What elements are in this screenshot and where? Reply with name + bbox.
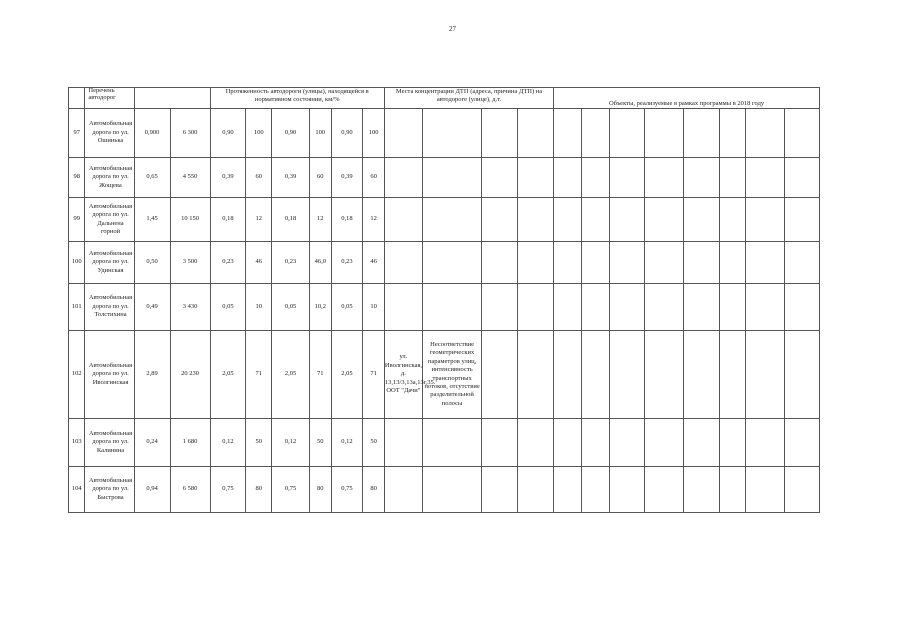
cell-addr (384, 467, 422, 513)
cell-empty (684, 109, 720, 158)
cell-empty (684, 467, 720, 513)
table-row (69, 158, 820, 198)
cell-p1: 46 (246, 242, 272, 284)
cell-empty (645, 419, 684, 467)
table-body (69, 109, 820, 513)
cell-v3: 0,39 (331, 158, 363, 198)
page-number: 27 (449, 25, 456, 33)
cell-empty (720, 284, 746, 331)
cell-len: 2,89 (134, 331, 170, 419)
cell-p2: 100 (310, 109, 332, 158)
cell-cause (422, 109, 481, 158)
cell-area: 6 300 (170, 109, 210, 158)
cell-v1: 0,23 (210, 242, 246, 284)
cell-n: 103 (69, 419, 85, 467)
cell-v2: 0,05 (272, 284, 310, 331)
cell-empty (482, 242, 518, 284)
cell-empty (581, 109, 609, 158)
cell-empty (482, 467, 518, 513)
cell-p2: 60 (310, 158, 332, 198)
cell-p1: 71 (246, 331, 272, 419)
cell-empty (554, 331, 582, 419)
cell-empty (554, 198, 582, 242)
cell-v1: 0,05 (210, 284, 246, 331)
cell-addr: ул. Иволгинская, д. 13,13/3,13а,13г,35. ООТ "Дачи" (384, 331, 422, 419)
cell-empty (518, 419, 554, 467)
cell-cause (422, 242, 481, 284)
cell-empty (554, 242, 582, 284)
cell-v3: 0,23 (331, 242, 363, 284)
cell-p3: 10 (363, 284, 385, 331)
cell-name: Автомобильная дорога по ул. Удинская (85, 242, 134, 284)
cell-area: 20 230 (170, 331, 210, 419)
cell-empty (720, 419, 746, 467)
cell-empty (784, 331, 819, 419)
cell-v2: 2,05 (272, 331, 310, 419)
cell-empty (745, 331, 784, 419)
cell-empty (684, 198, 720, 242)
cell-empty (518, 198, 554, 242)
cell-p1: 100 (246, 109, 272, 158)
cell-v2: 0,39 (272, 158, 310, 198)
cell-cause (422, 419, 481, 467)
cell-addr (384, 198, 422, 242)
cell-empty (784, 284, 819, 331)
cell-len: 0,50 (134, 242, 170, 284)
cell-empty (745, 109, 784, 158)
cell-empty (554, 284, 582, 331)
cell-addr (384, 419, 422, 467)
cell-p2: 50 (310, 419, 332, 467)
cell-n: 98 (69, 158, 85, 198)
cell-empty (645, 198, 684, 242)
cell-empty (581, 419, 609, 467)
cell-empty (645, 467, 684, 513)
cell-empty (554, 419, 582, 467)
cell-len: 0,49 (134, 284, 170, 331)
cell-empty (581, 331, 609, 419)
cell-empty (720, 467, 746, 513)
cell-empty (518, 467, 554, 513)
cell-p3: 60 (363, 158, 385, 198)
cell-area: 4 550 (170, 158, 210, 198)
cell-empty (720, 242, 746, 284)
cell-empty (482, 109, 518, 158)
cell-v3: 0,75 (331, 467, 363, 513)
cell-cause (422, 467, 481, 513)
cell-n: 97 (69, 109, 85, 158)
cell-v2: 0,90 (272, 109, 310, 158)
cell-empty (645, 242, 684, 284)
cell-v1: 0,12 (210, 419, 246, 467)
cell-empty (482, 331, 518, 419)
cell-name: Автомобильная дорога по ул. Жощева (85, 158, 134, 198)
cell-v2: 0,18 (272, 198, 310, 242)
cell-v2: 0,12 (272, 419, 310, 467)
cell-empty (784, 198, 819, 242)
cell-empty (482, 158, 518, 198)
cell-p3: 46 (363, 242, 385, 284)
cell-area: 3 430 (170, 284, 210, 331)
cell-v2: 0,23 (272, 242, 310, 284)
cell-empty (720, 109, 746, 158)
table-row (69, 331, 820, 419)
cell-p1: 80 (246, 467, 272, 513)
cell-empty (609, 284, 645, 331)
cell-len: 0,900 (134, 109, 170, 158)
cell-p1: 60 (246, 158, 272, 198)
cell-p3: 71 (363, 331, 385, 419)
cell-cause (422, 284, 481, 331)
cell-v1: 0,18 (210, 198, 246, 242)
cell-cause (422, 198, 481, 242)
cell-empty (784, 242, 819, 284)
cell-empty (518, 109, 554, 158)
cell-cause: Несоответствие геометрических параметров улиц, интенсивность транспортных потоков, отсутствие разделительной полосы (422, 331, 481, 419)
header-empty-cell (134, 88, 210, 109)
cell-p1: 12 (246, 198, 272, 242)
cell-v3: 0,90 (331, 109, 363, 158)
cell-empty (554, 467, 582, 513)
cell-area: 6 580 (170, 467, 210, 513)
cell-empty (645, 331, 684, 419)
cell-empty (745, 467, 784, 513)
cell-p3: 80 (363, 467, 385, 513)
cell-len: 0,65 (134, 158, 170, 198)
cell-empty (518, 284, 554, 331)
cell-empty (609, 109, 645, 158)
cell-addr (384, 242, 422, 284)
cell-p2: 46,0 (310, 242, 332, 284)
table-row (69, 109, 820, 158)
cell-v2: 0,75 (272, 467, 310, 513)
cell-empty (581, 467, 609, 513)
cell-addr (384, 158, 422, 198)
cell-empty (581, 242, 609, 284)
cell-empty (482, 284, 518, 331)
cell-v1: 2,05 (210, 331, 246, 419)
cell-empty (684, 158, 720, 198)
cell-empty (784, 467, 819, 513)
cell-p1: 10 (246, 284, 272, 331)
cell-empty (745, 242, 784, 284)
cell-name: Автомобильная дорога по ул. Калинина (85, 419, 134, 467)
cell-n: 99 (69, 198, 85, 242)
cell-empty (609, 198, 645, 242)
cell-empty (645, 158, 684, 198)
table-row (69, 467, 820, 513)
cell-name: Автомобильная дорога по ул. Ошинька (85, 109, 134, 158)
cell-empty (645, 109, 684, 158)
cell-n: 100 (69, 242, 85, 284)
cell-empty (554, 158, 582, 198)
cell-empty (784, 109, 819, 158)
cell-empty (518, 158, 554, 198)
cell-name: Автомобильная дорога по ул. Дальнена горной (85, 198, 134, 242)
cell-name: Автомобильная дорога по ул. Быстрова (85, 467, 134, 513)
cell-v3: 0,18 (331, 198, 363, 242)
cell-p3: 100 (363, 109, 385, 158)
cell-empty (745, 284, 784, 331)
cell-len: 0,94 (134, 467, 170, 513)
cell-empty (518, 331, 554, 419)
table-row (69, 242, 820, 284)
header-length: Протяженность автодороги (улицы), находящейся в нормативном состоянии, км/% (210, 88, 384, 109)
cell-empty (581, 198, 609, 242)
cell-len: 0,24 (134, 419, 170, 467)
cell-v1: 0,90 (210, 109, 246, 158)
cell-empty (581, 284, 609, 331)
cell-empty (784, 158, 819, 198)
cell-empty (720, 158, 746, 198)
cell-empty (609, 242, 645, 284)
table-row (69, 284, 820, 331)
cell-v1: 0,39 (210, 158, 246, 198)
cell-empty (745, 198, 784, 242)
cell-empty (684, 242, 720, 284)
cell-addr (384, 284, 422, 331)
table-row (69, 419, 820, 467)
cell-empty (720, 198, 746, 242)
cell-p2: 71 (310, 331, 332, 419)
cell-empty (745, 158, 784, 198)
cell-cause (422, 158, 481, 198)
cell-n: 102 (69, 331, 85, 419)
cell-empty (482, 419, 518, 467)
cell-len: 1,45 (134, 198, 170, 242)
cell-p3: 12 (363, 198, 385, 242)
cell-empty (609, 158, 645, 198)
cell-n: 101 (69, 284, 85, 331)
cell-empty (609, 419, 645, 467)
cell-empty (518, 242, 554, 284)
cell-empty (745, 419, 784, 467)
table-row (69, 198, 820, 242)
cell-empty (684, 331, 720, 419)
header-empty-cell (69, 88, 85, 109)
roads-table (68, 87, 820, 513)
cell-name: Автомобильная дорога по ул. Иволгинская (85, 331, 134, 419)
header-objects: Объекты, реализуемые в рамках программы в 2018 году (554, 88, 820, 109)
cell-empty (684, 284, 720, 331)
cell-empty (784, 419, 819, 467)
cell-p3: 50 (363, 419, 385, 467)
table-header-row (69, 88, 820, 109)
cell-addr (384, 109, 422, 158)
cell-empty (581, 158, 609, 198)
cell-empty (645, 284, 684, 331)
cell-area: 1 680 (170, 419, 210, 467)
cell-v3: 0,05 (331, 284, 363, 331)
cell-empty (720, 331, 746, 419)
cell-p2: 80 (310, 467, 332, 513)
cell-v1: 0,75 (210, 467, 246, 513)
cell-v3: 2,05 (331, 331, 363, 419)
cell-empty (684, 419, 720, 467)
cell-name: Автомобильная дорога по ул. Толстихина (85, 284, 134, 331)
cell-p2: 10,2 (310, 284, 332, 331)
cell-area: 3 500 (170, 242, 210, 284)
cell-n: 104 (69, 467, 85, 513)
cell-empty (482, 198, 518, 242)
cell-empty (609, 467, 645, 513)
header-dtp-places: Места концентрации ДТП (адреса, причина ДТП) на автодороге (улице), д.т. (384, 88, 553, 109)
cell-empty (609, 331, 645, 419)
cell-p1: 50 (246, 419, 272, 467)
cell-v3: 0,12 (331, 419, 363, 467)
header-road-list: Перечень автодорог (85, 88, 134, 109)
cell-p2: 12 (310, 198, 332, 242)
cell-area: 10 150 (170, 198, 210, 242)
cell-empty (554, 109, 582, 158)
